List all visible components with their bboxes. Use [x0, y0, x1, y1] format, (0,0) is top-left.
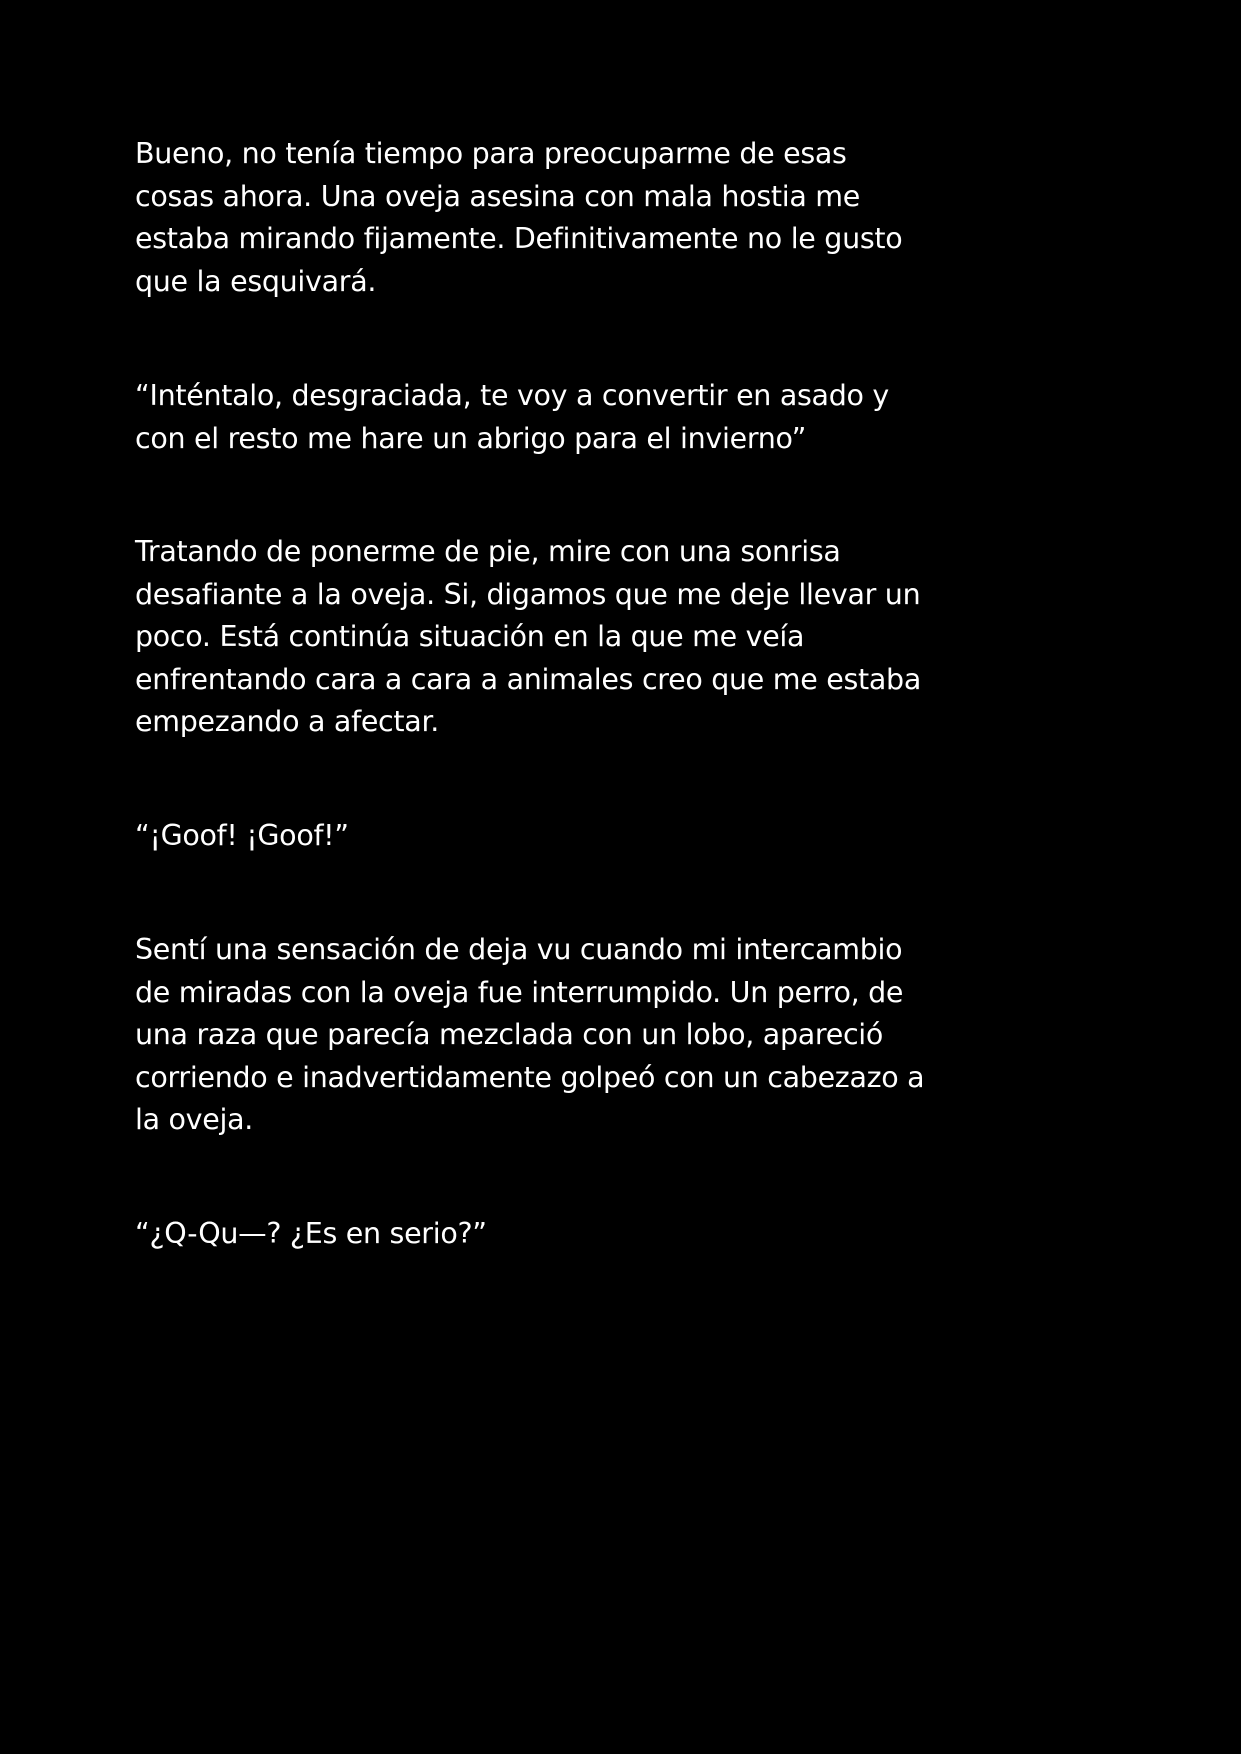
- dialogue-line: “Inténtalo, desgraciada, te voy a convertir en asado y con el resto me hare un abrigo para el invierno”: [135, 379, 889, 455]
- narration-paragraph: Sentí una sensación de deja vu cuando mi intercambio de miradas con la oveja fue interrumpido. Un perro, de una raza que parecía mezclada con un lobo, apareció corriendo e inadvertidamente golpeó con un cabezazo a la oveja.: [135, 933, 925, 1136]
- dialogue-line: “¿Q-Qu—? ¿Es en serio?”: [135, 1217, 487, 1250]
- narration-paragraph: Tratando de ponerme de pie, mire con una sonrisa desafiante a la oveja. Si, digamos que me deje llevar un poco. Está continúa situación en la que me veía enfrentando cara a cara a animales creo que me estaba empezando a afectar.: [135, 535, 922, 738]
- dialogue-line: “¡Goof! ¡Goof!”: [135, 819, 349, 852]
- narration-paragraph: Bueno, no tenía tiempo para preocuparme de esas cosas ahora. Una oveja asesina con mala hostia me estaba mirando fijamente. Definitivamente no le gusto que la esquivará.: [135, 137, 903, 298]
